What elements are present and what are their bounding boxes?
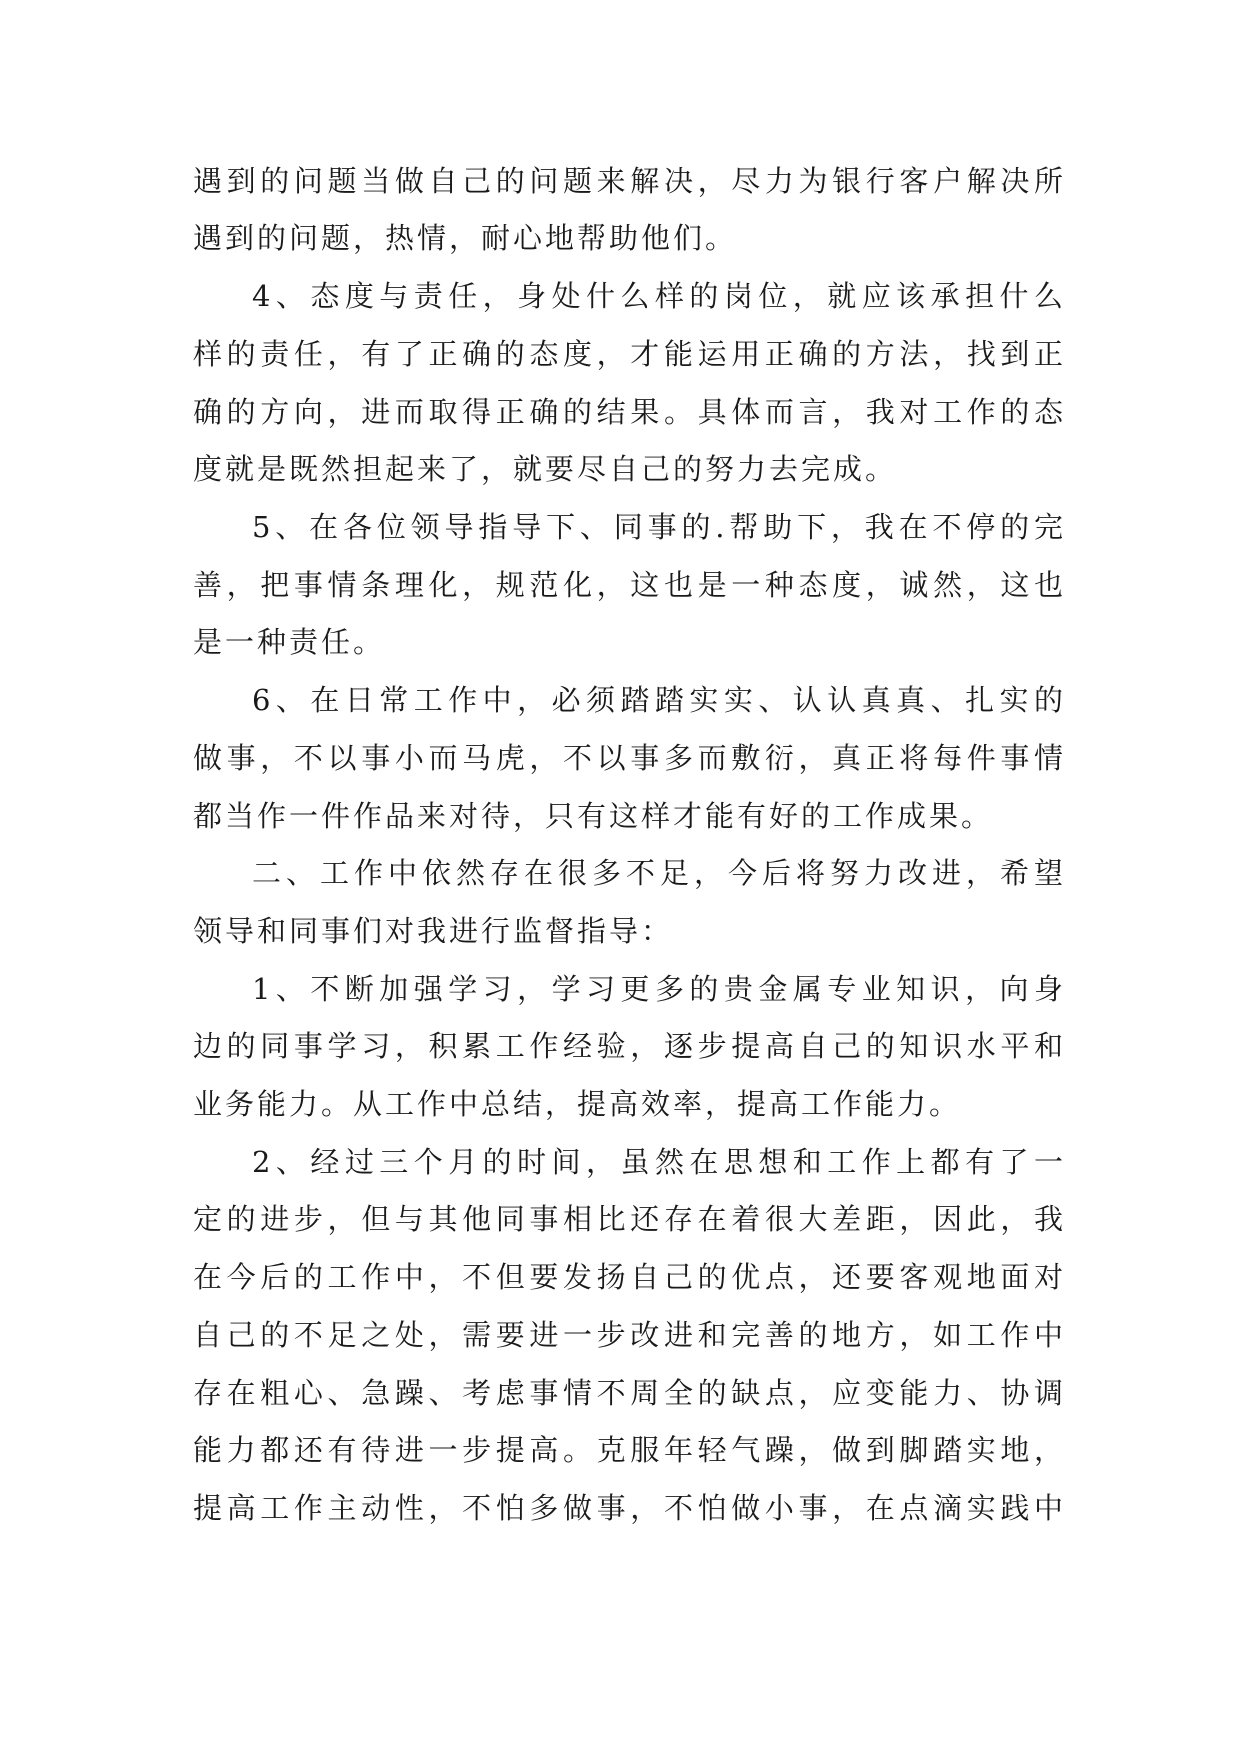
text-line: 在今后的工作中，不但要发扬自己的优点，还要客观地面对: [193, 1260, 1063, 1294]
text-line: 做事，不以事小而马虎，不以事多而敷衍，真正将每件事情: [193, 741, 1063, 775]
paragraph-start-line: 2、经过三个月的时间，虽然在思想和工作上都有了一: [252, 1145, 1063, 1179]
text-line: 样的责任，有了正确的态度，才能运用正确的方法，找到正: [193, 337, 1063, 371]
paragraph-start-line: 4、态度与责任，身处什么样的岗位，就应该承担什么: [252, 279, 1063, 313]
text-line: 能力都还有待进一步提高。克服年轻气躁，做到脚踏实地，: [193, 1433, 1063, 1467]
text-line: 边的同事学习，积累工作经验，逐步提高自己的知识水平和: [193, 1029, 1063, 1063]
text-line: 确的方向，进而取得正确的结果。具体而言，我对工作的态: [193, 395, 1063, 429]
text-line: 度就是既然担起来了，就要尽自己的努力去完成。: [193, 452, 898, 486]
text-line: 是一种责任。: [193, 625, 386, 659]
paragraph-start-line: 6、在日常工作中，必须踏踏实实、认认真真、扎实的: [252, 683, 1063, 717]
text-line: 领导和同事们对我进行监督指导：: [193, 914, 674, 948]
text-line: 遇到的问题当做自己的问题来解决，尽力为银行客户解决所: [193, 164, 1063, 198]
text-line: 存在粗心、急躁、考虑事情不周全的缺点，应变能力、协调: [193, 1376, 1063, 1410]
text-line: 都当作一件作品来对待，只有这样才能有好的工作成果。: [193, 799, 994, 833]
text-line: 遇到的问题，热情，耐心地帮助他们。: [193, 221, 738, 255]
text-line: 善，把事情条理化，规范化，这也是一种态度，诚然，这也: [193, 568, 1063, 602]
paragraph-start-line: 5、在各位领导指导下、同事的.帮助下，我在不停的完: [252, 510, 1063, 544]
text-line: 自己的不足之处，需要进一步改进和完善的地方，如工作中: [193, 1318, 1063, 1352]
text-line: 业务能力。从工作中总结，提高效率，提高工作能力。: [193, 1087, 962, 1121]
paragraph-start-line: 二、工作中依然存在很多不足，今后将努力改进，希望: [252, 856, 1063, 890]
text-line: 定的进步，但与其他同事相比还存在着很大差距，因此，我: [193, 1202, 1063, 1236]
paragraph-start-line: 1、不断加强学习，学习更多的贵金属专业知识，向身: [252, 972, 1063, 1006]
text-line: 提高工作主动性，不怕多做事，不怕做小事，在点滴实践中: [193, 1491, 1063, 1525]
